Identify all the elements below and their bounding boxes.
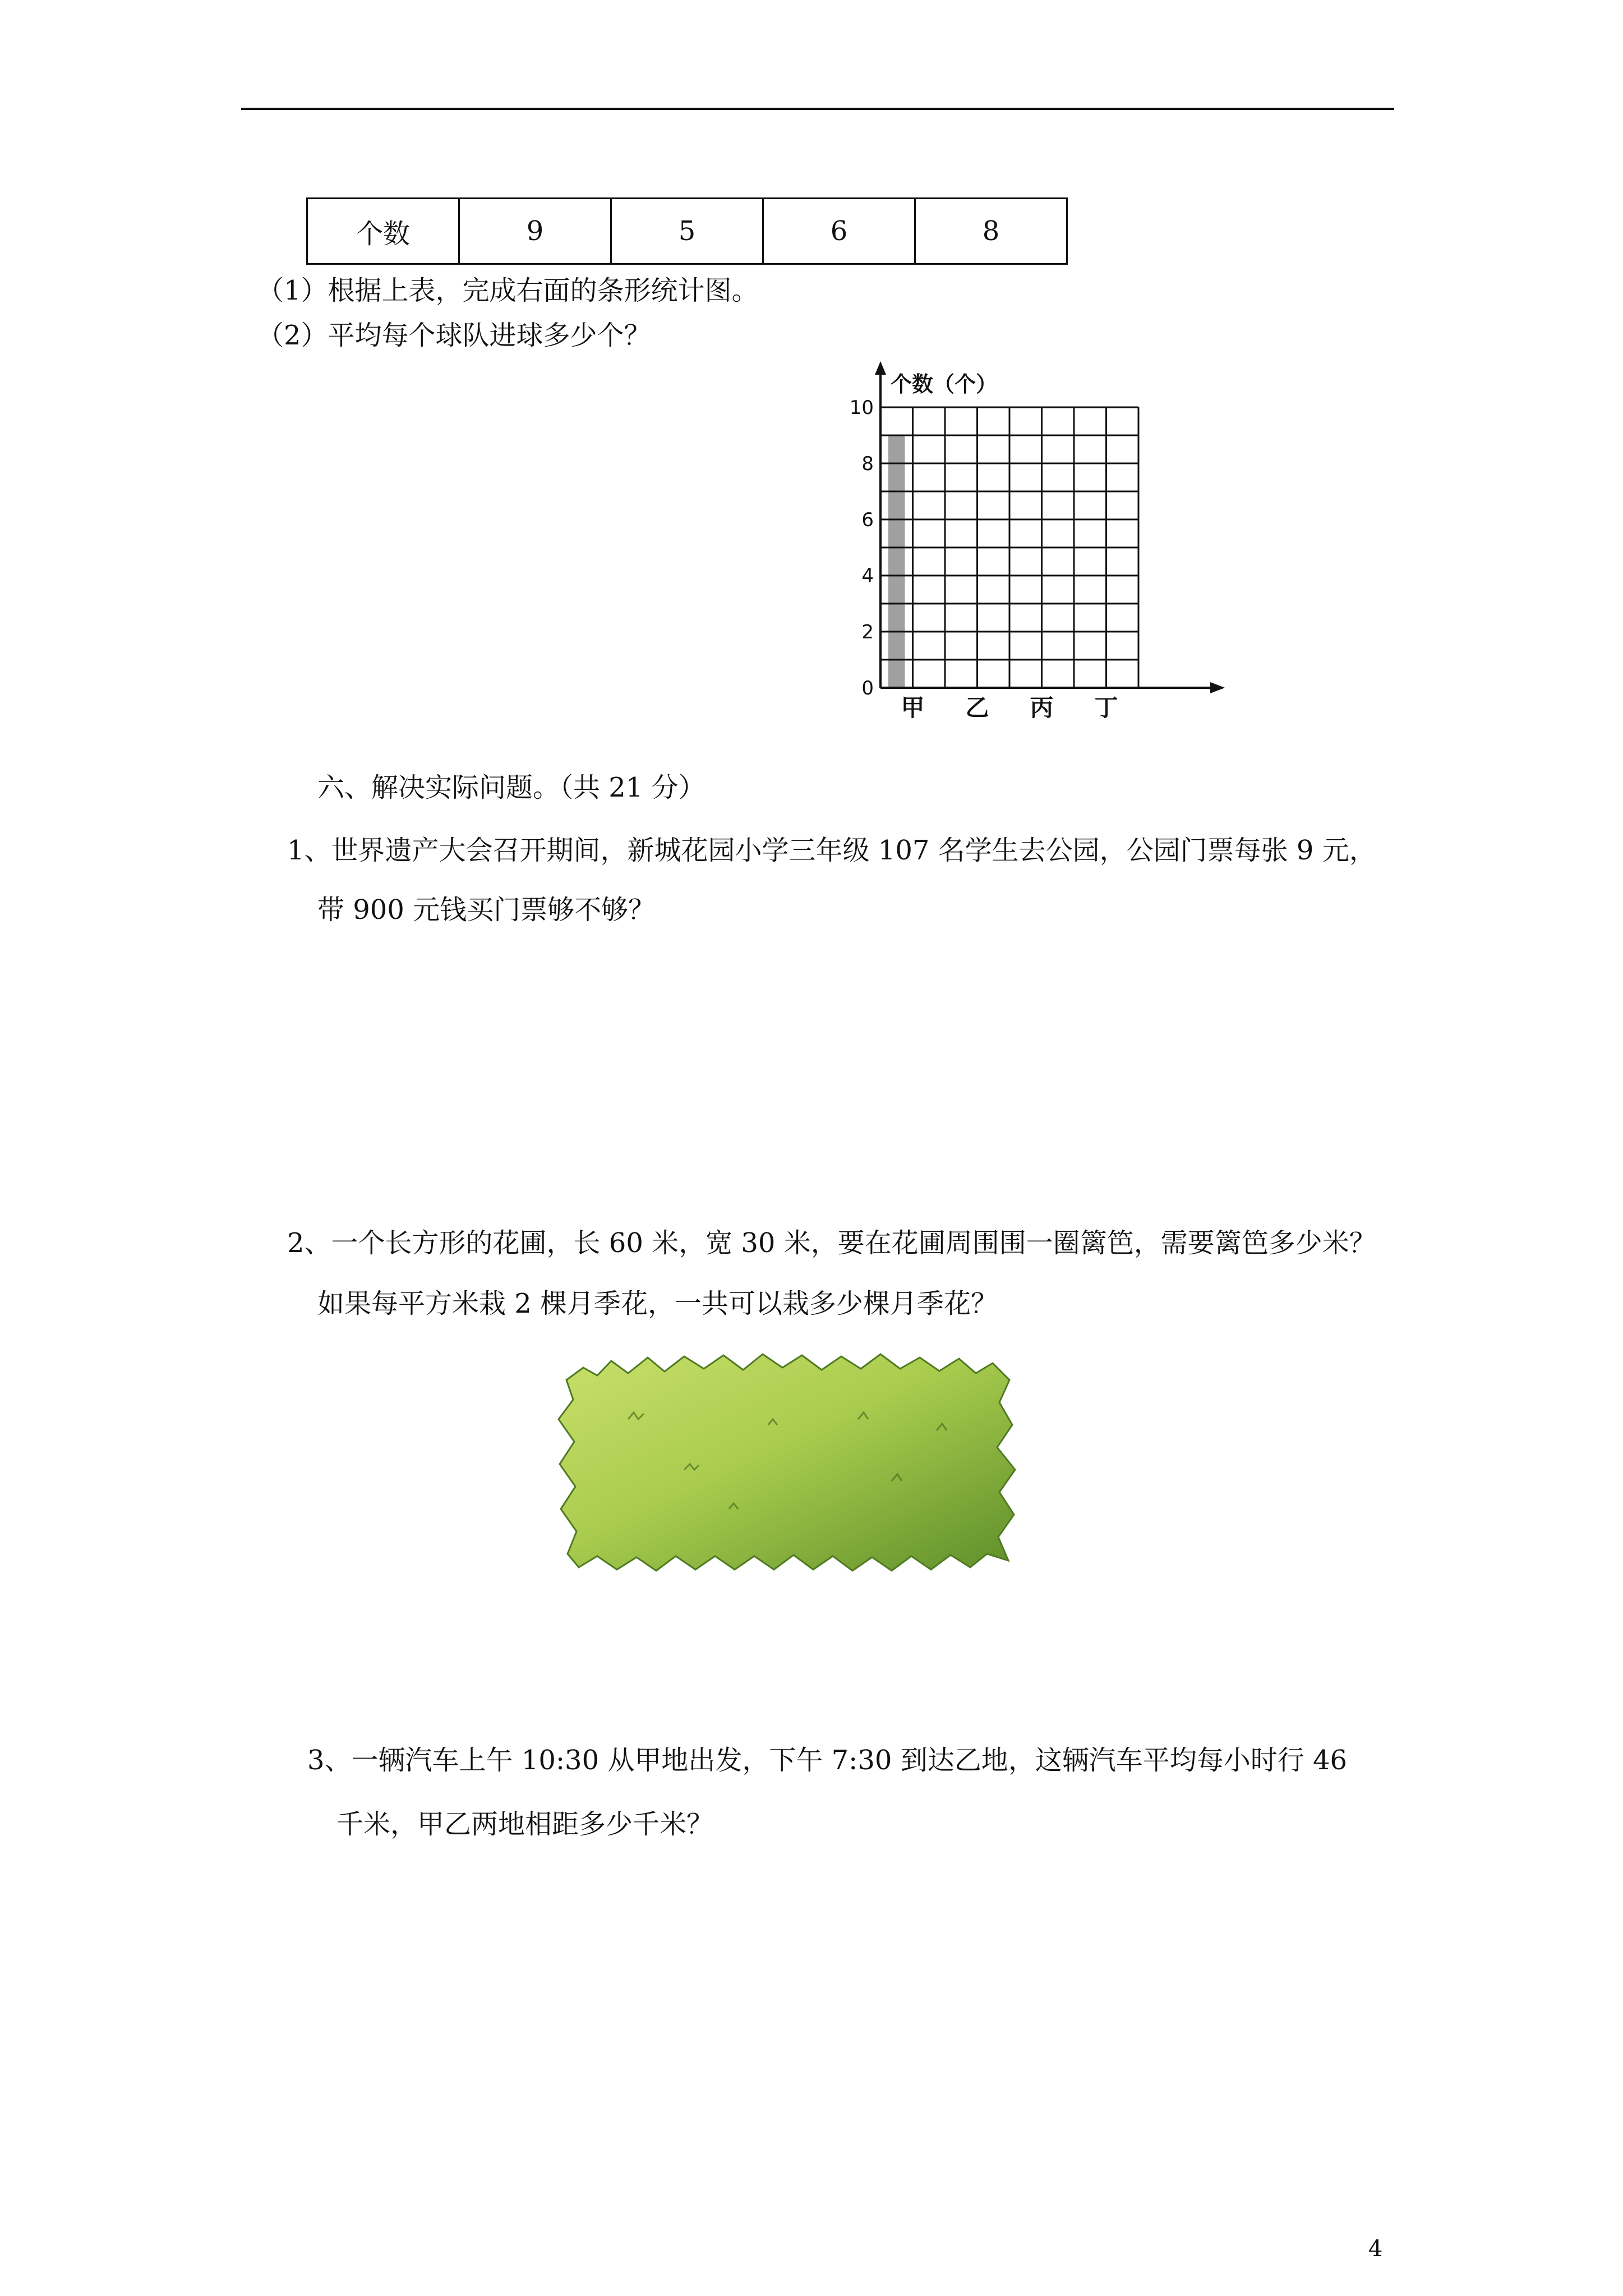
section-title: 六、解决实际问题。（共 21 分） bbox=[317, 772, 706, 803]
table-row bbox=[307, 199, 1067, 264]
problem-2-line-2: 如果每平方米栽 2 棵月季花，一共可以栽多少棵月季花？ bbox=[317, 1288, 998, 1319]
chart-x-tick-label: 甲 bbox=[901, 694, 925, 721]
bar-chart-svg bbox=[836, 357, 1239, 727]
page-number: 4 bbox=[1368, 2236, 1383, 2262]
chart-x-axis-arrow bbox=[1210, 682, 1225, 693]
chart-x-tick-label: 丁 bbox=[1094, 694, 1118, 721]
chart-y-label: 个数（个） bbox=[891, 372, 998, 397]
grass-lawn-icon bbox=[544, 1341, 1038, 1588]
chart-y-axis-arrow bbox=[875, 361, 886, 375]
bar-chart bbox=[836, 357, 1239, 727]
problem-1-line-1: 1、世界遗产大会召开期间，新城花园小学三年级 107 名学生去公园，公园门票每张 9 元， bbox=[287, 835, 1376, 866]
chart-y-tick-label: 0 bbox=[861, 677, 874, 700]
problem-3-line-2: 千米，甲乙两地相距多少千米？ bbox=[336, 1809, 714, 1840]
table-cell: 5 bbox=[611, 199, 763, 264]
table-cell: 6 bbox=[763, 199, 915, 264]
chart-x-tick-label: 乙 bbox=[965, 694, 989, 721]
table-cell: 8 bbox=[915, 199, 1067, 264]
header-rule bbox=[241, 108, 1394, 110]
question-1: （1）根据上表，完成右面的条形统计图。 bbox=[257, 275, 759, 306]
chart-bar bbox=[888, 435, 905, 688]
problem-2-line-1: 2、一个长方形的花圃，长 60 米，宽 30 米，要在花圃周围围一圈篱笆，需要篱笆多少米？ bbox=[287, 1227, 1376, 1259]
chart-y-tick-label: 8 bbox=[861, 453, 874, 475]
chart-y-tick-label: 2 bbox=[861, 621, 874, 643]
chart-y-tick-label: 4 bbox=[861, 565, 874, 587]
table-row-label: 个数 bbox=[307, 199, 459, 264]
chart-y-tick-label: 6 bbox=[861, 509, 874, 531]
grass-illustration bbox=[544, 1341, 1038, 1588]
table-cell: 9 bbox=[459, 199, 611, 264]
stats-table bbox=[306, 197, 1068, 265]
problem-1-line-2: 带 900 元钱买门票够不够？ bbox=[317, 894, 656, 926]
chart-y-tick-label: 10 bbox=[849, 397, 874, 419]
question-2: （2）平均每个球队进球多少个？ bbox=[257, 320, 651, 351]
problem-3-line-1: 3、一辆汽车上午 10:30 从甲地出发，下午 7:30 到达乙地，这辆汽车平均每小时行 46 bbox=[307, 1745, 1348, 1776]
chart-x-tick-label: 丙 bbox=[1030, 694, 1054, 721]
